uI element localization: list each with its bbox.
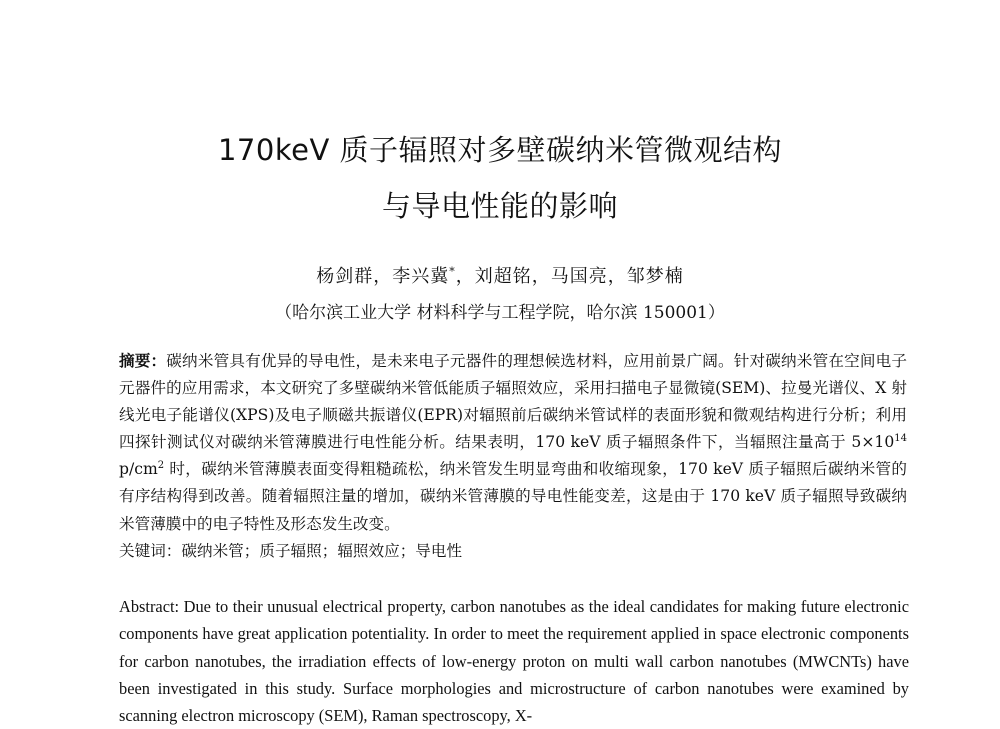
abstract-english: Abstract: Due to their unusual electrical property, carbon nanotubes as the ideal candidates for making future electronic components have great application potentiality. In order to meet the requirement applied in space electronic components for carbon nanotubes, the irradiation effects of low-energy proton on multi wall carbon nanotubes (MWCNTs) have been investigated in this study. Surface morphologies and microstructure of carbon nanotubes were examined by scanning electron microscopy (SEM), Raman spectroscopy, X- <box>119 597 909 726</box>
abstract-chinese <box>119 347 907 538</box>
affiliation: （哈尔滨工业大学 材料科学与工程学院，哈尔滨 150001） <box>275 303 725 323</box>
paper-title-line-1: 170keV 质子辐照对多壁碳纳米管微观结构 <box>217 133 782 167</box>
corresponding-author-mark: * <box>449 265 456 278</box>
paper-title-line-2: 与导电性能的影响 <box>381 189 618 223</box>
abstract-text-part-3: 时，碳纳米管薄膜表面变得粗糙疏松，纳米管发生明显弯曲和收缩现象，170 keV 质子辐照后碳纳米管的有序结构得到改善。随着辐照注量的增加，碳纳米管薄膜的导电性能变差，这是由于 170 keV 质子辐照导致碳纳米管薄膜中的电子特性及形态发生改变。 <box>119 460 907 533</box>
author-list <box>0 262 1000 288</box>
unit-exponent: 2 <box>157 460 165 472</box>
authors-rest: ，刘超铭，马国亮，邹梦楠 <box>455 266 684 287</box>
abstract-text-part-1: 碳纳米管具有优异的导电性，是未来电子元器件的理想候选材料，应用前景广阔。针对碳纳米管在空间电子元器件的应用需求，本文研究了多壁碳纳米管低能质子辐照效应，采用扫描电子显微镜(SEM)、拉曼光谱仪、X 射线光电子能谱仪(XPS)及电子顺磁共振谱仪(EPR)对辐照前后碳纳米管试样的表面形貌和微观结构进行分析；利用四探针测试仪对碳纳米管薄膜进行电性能分析。结果表明，170 keV 质子辐照条件下，当辐照注量高于 5×10 <box>119 352 907 452</box>
fluence-exponent: 14 <box>894 433 907 445</box>
abstract-text-part-2: p/cm <box>119 460 158 479</box>
authors-first: 杨剑群，李兴冀 <box>316 266 450 287</box>
abstract-label: 摘要： <box>119 351 167 370</box>
keywords-chinese: 关键词：碳纳米管；质子辐照；辐照效应；导电性 <box>119 542 463 560</box>
